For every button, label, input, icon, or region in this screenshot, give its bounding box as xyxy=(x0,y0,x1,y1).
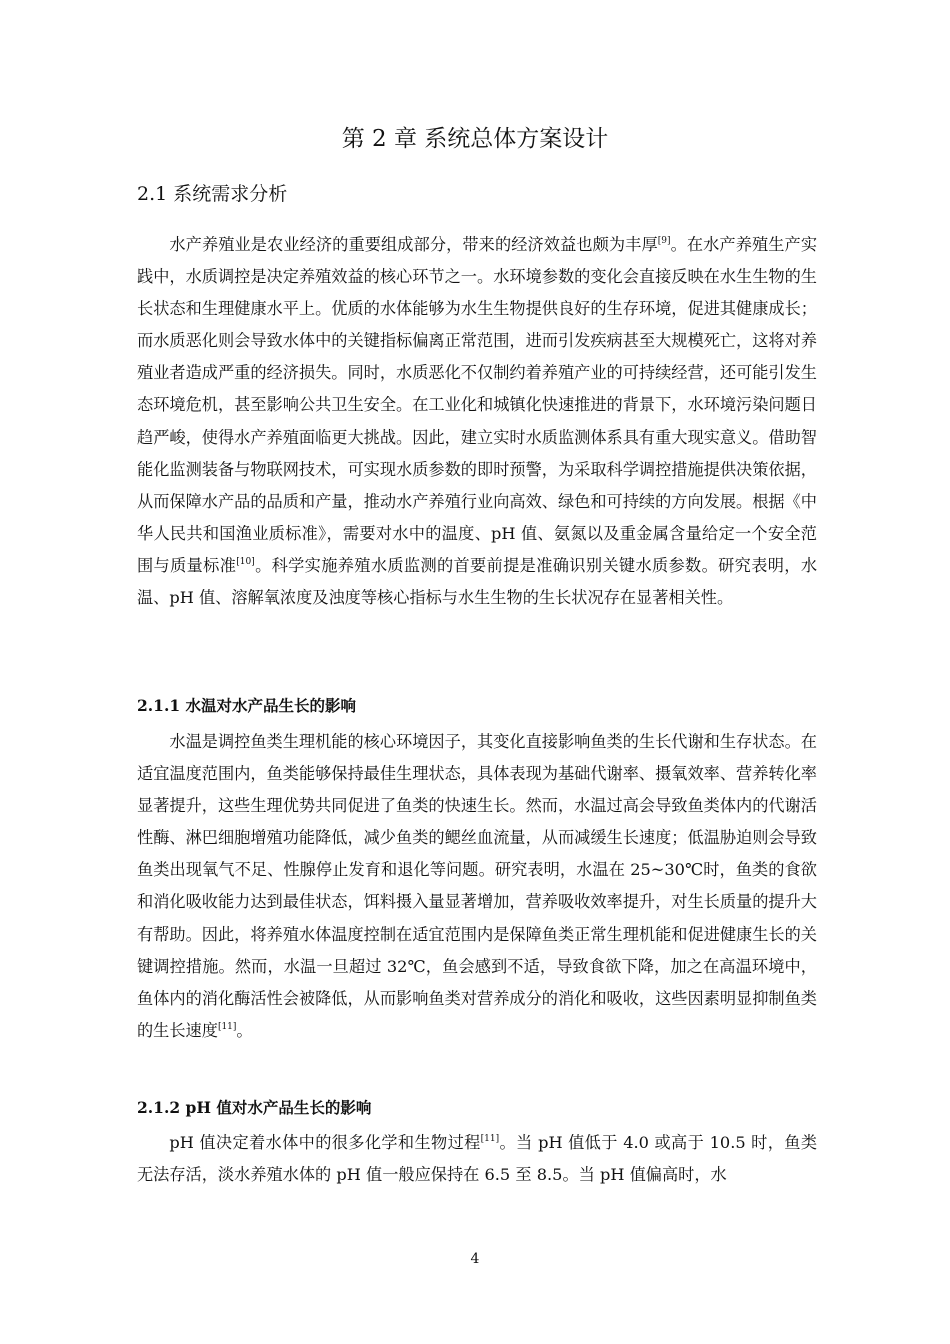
paragraph-text: 水产养殖业是农业经济的重要组成部分，带来的经济效益也颇为丰厚 xyxy=(169,235,658,254)
section-heading: 2.1 系统需求分析 xyxy=(137,183,288,205)
subsection-paragraph xyxy=(137,1127,817,1191)
citation-ref: [11] xyxy=(480,1134,500,1144)
citation-ref: [10] xyxy=(236,556,255,567)
paragraph-text: 水温是调控鱼类生理机能的核心环境因子，其变化直接影响鱼类的生长代谢和生存状态。在适宜温度范围内，鱼类能够保持最佳生理状态，具体表现为基础代谢率、摄氧效率、营养转化率显著提升，这些生理优势共同促进了鱼类的快速生长。然而，水温过高会导致鱼类体内的代谢活性酶、淋巴细胞增殖功能降低，减少鱼类的鳃丝血流量，从而减缓生长速度；低温胁迫则会导致鱼类出现氧气不足、性腺停止发育和退化等问题。研究表明，水温在 25~30℃时，鱼类的食欲和消化吸收能力达到最佳状态，饵料摄入量显著增加，营养吸收效率提升，对生长质量的提升大有帮助。因此，将养殖水体温度控制在适宜范围内是保障鱼类正常生理机能和促进健康生长的关键调控措施。然而，水温一旦超过 32℃，鱼会感到不适，导致食欲下降，加之在高温环境中，鱼体内的消化酶活性会被降低，从而影响鱼类对营养成分的消化和吸收，这些因素明显抑制鱼类的生长速度 xyxy=(137,732,817,1040)
subsection-paragraph xyxy=(137,726,817,1047)
paragraph-text: pH 值决定着水体中的很多化学和生物过程 xyxy=(169,1133,481,1152)
paragraph-text: 。在水产养殖生产实践中，水质调控是决定养殖效益的核心环节之一。水环境参数的变化会直接反映在水生生物的生长状态和生理健康水平上。优质的水体能够为水生生物提供良好的生存环境，促进其健康成长；而水质恶化则会导致水体中的关键指标偏离正常范围，进而引发疾病甚至大规模死亡，这将对养殖业者造成严重的经济损失。同时，水质恶化不仅制约着养殖产业的可持续经营，还可能引发生态环境危机，甚至影响公共卫生安全。在工业化和城镇化快速推进的背景下，水环境污染问题日趋严峻，使得水产养殖面临更大挑战。因此，建立实时水质监测体系具有重大现实意义。借助智能化监测装备与物联网技术，可实现水质参数的即时预警，为采取科学调控措施提供决策依据，从而保障水产品的品质和产量，推动水产养殖行业向高效、绿色和可持续的方向发展。根据《中华人民共和国渔业质标准》，需要对水中的温度、pH 值、氨氮以及重金属含量给定一个安全范围与质量标准 xyxy=(137,235,818,575)
citation-ref: [11] xyxy=(217,1021,237,1032)
subsection-heading: 2.1.2 pH 值对水产品生长的影响 xyxy=(137,1098,372,1117)
chapter-title: 第 2 章 系统总体方案设计 xyxy=(341,126,609,152)
subsection-heading: 2.1.1 水温对水产品生长的影响 xyxy=(137,696,357,715)
paragraph-text: 。当 pH 值低于 4.0 或高于 10.5 时，鱼类无法存活，淡水养殖水体的 pH 值一般应保持在 6.5 至 8.5。当 pH 值偏高时，水 xyxy=(137,1133,818,1185)
citation-ref: [9] xyxy=(657,236,671,246)
section-intro-paragraph xyxy=(137,229,817,614)
page-number: 4 xyxy=(470,1251,480,1267)
paragraph-text: 。科学实施养殖水质监测的首要前提是准确识别关键水质参数。研究表明，水温、pH 值、溶解氧浓度及浊度等核心指标与水生生物的生长状况存在显著相关性。 xyxy=(137,555,818,608)
paragraph-text: 。 xyxy=(236,1020,253,1040)
